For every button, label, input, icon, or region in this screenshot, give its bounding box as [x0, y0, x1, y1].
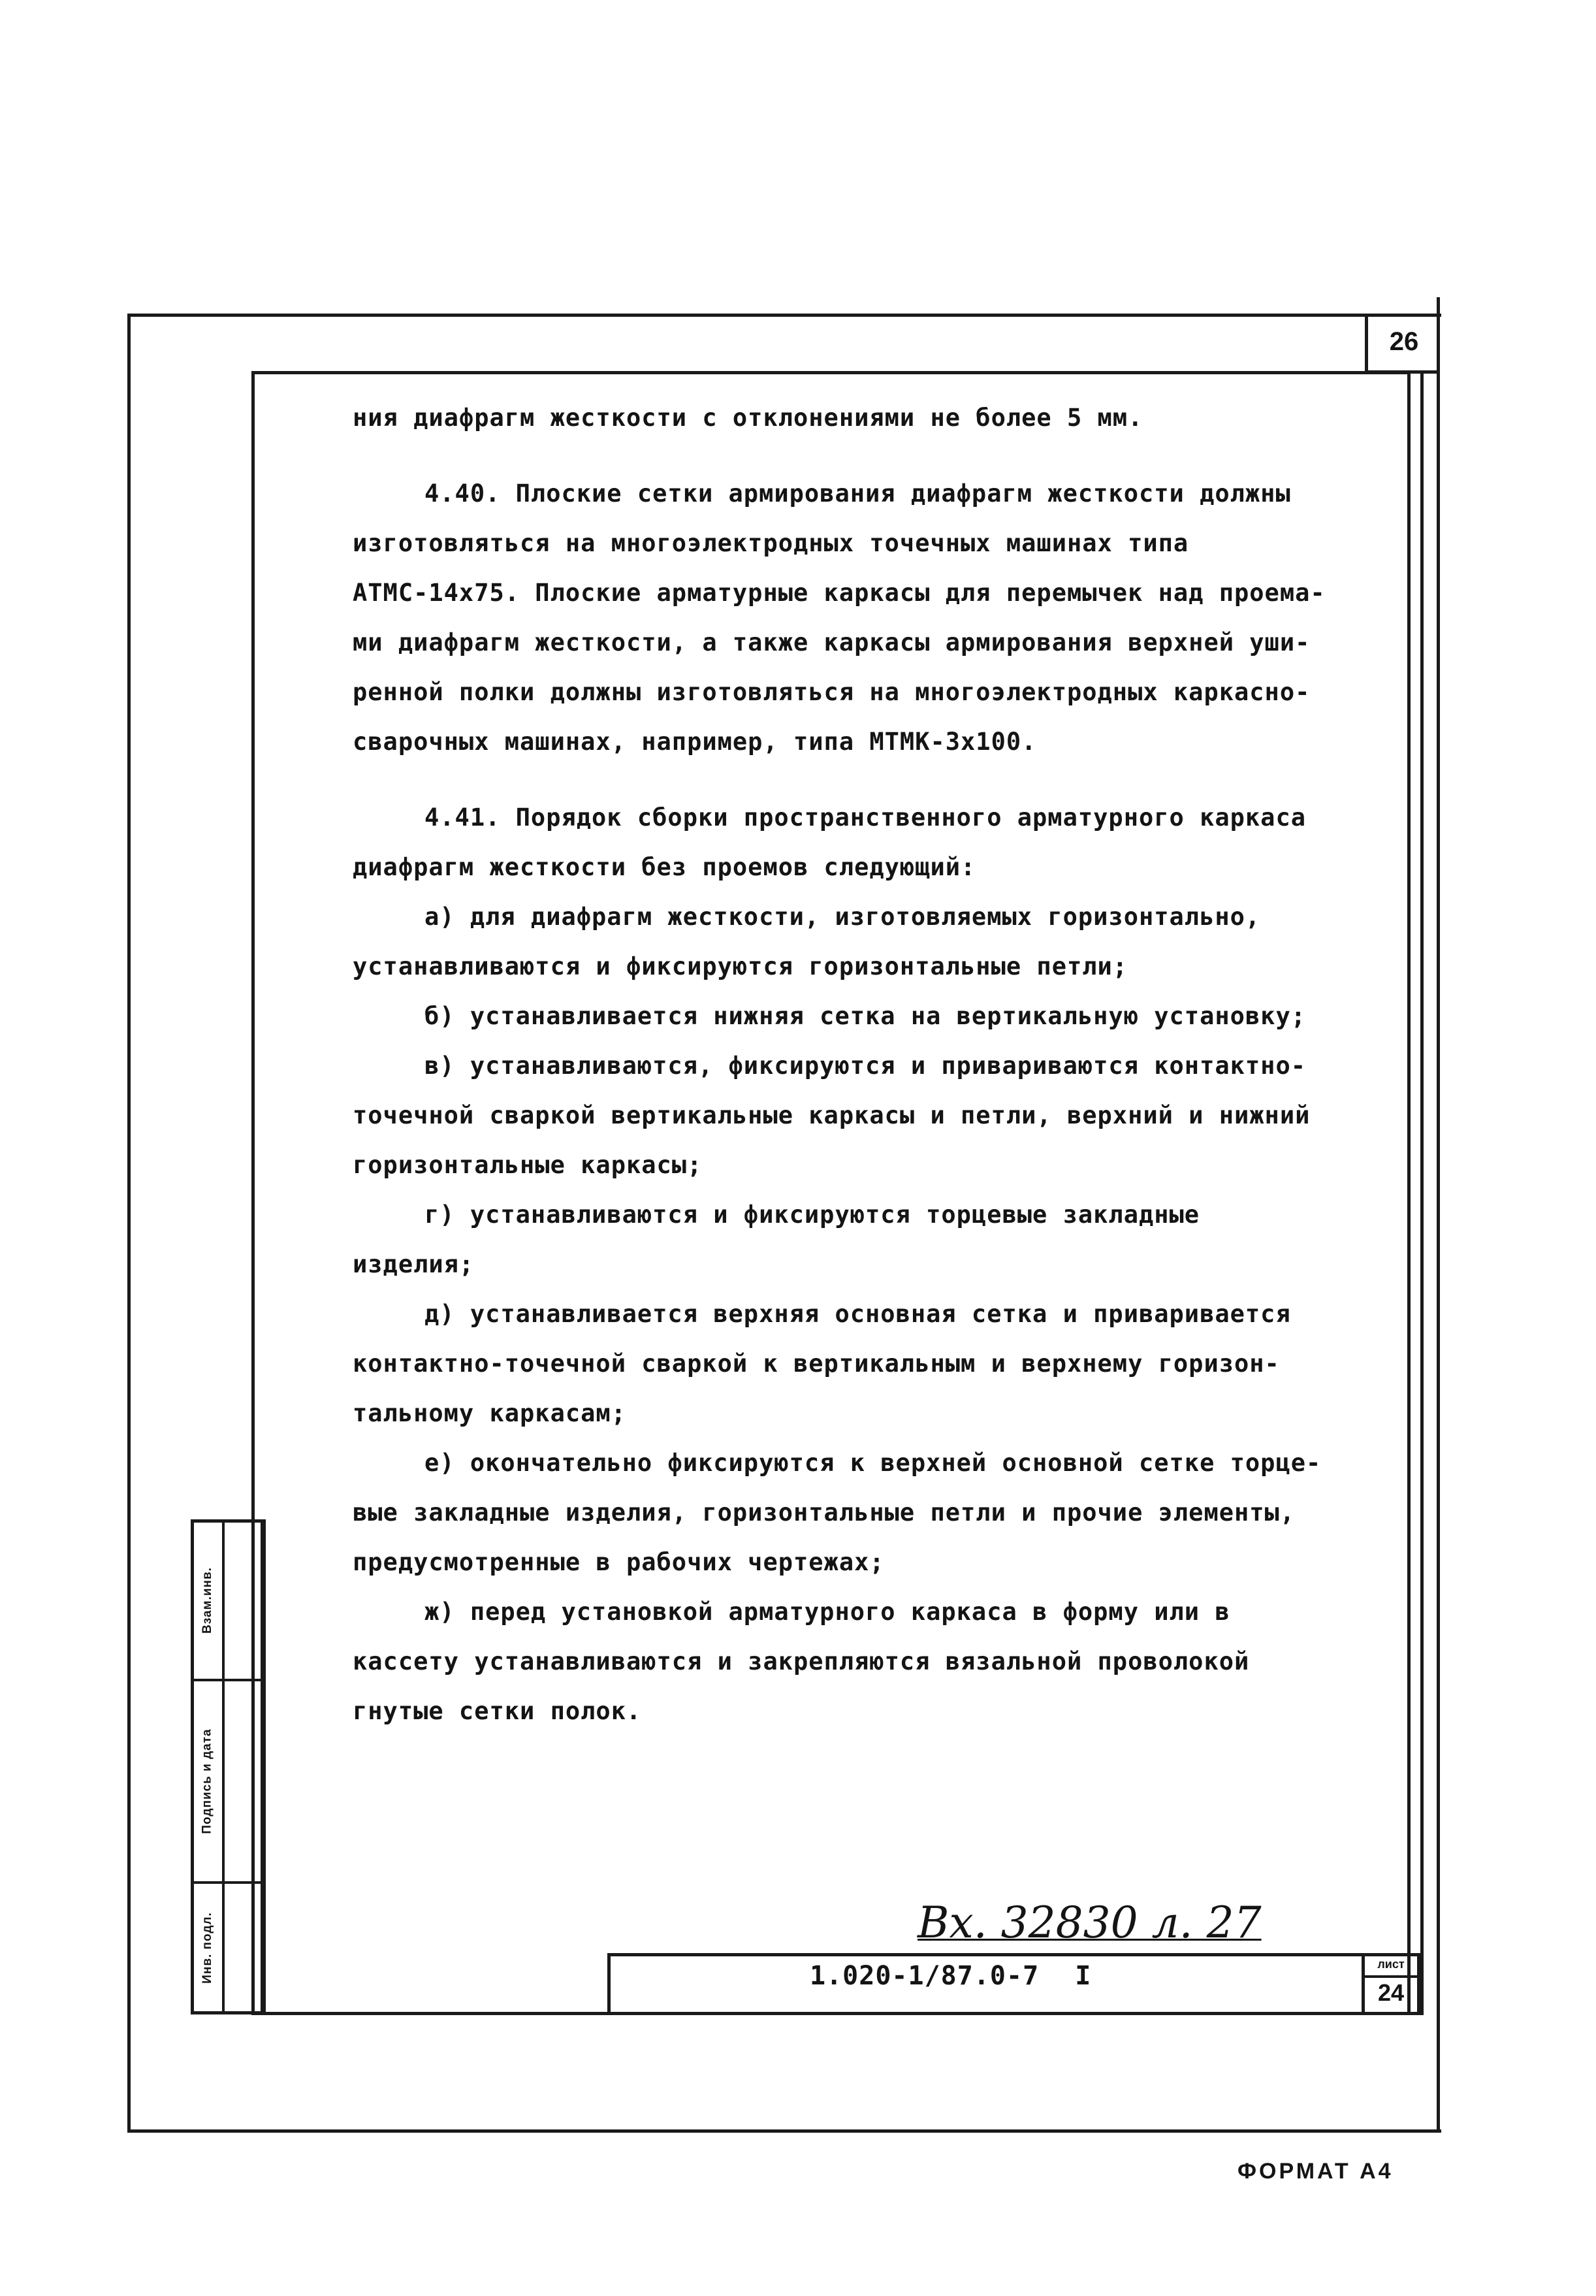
text-line: изделия;	[353, 1250, 475, 1278]
text-line: АТМС-14х75. Плоские арматурные каркасы для перемычек над проема-	[353, 579, 1326, 607]
text-line: ренной полки должны изготовляться на многоэлектродных каркасно-	[353, 678, 1311, 706]
text-line: диафрагм жесткости без проемов следующий:	[353, 853, 976, 881]
paragraph-4-41-start: 4.41. Порядок сборки пространственного арматурного каркаса	[424, 803, 1307, 832]
text-line: изготовляться на многоэлектродных точечных машинах типа	[353, 529, 1189, 557]
list-label: лист	[1362, 1953, 1420, 1978]
list-item-d: д) устанавливается верхняя основная сетка и приваривается	[424, 1300, 1291, 1328]
list-item-zh: ж) перед установкой арматурного каркаса в форму или в	[424, 1598, 1230, 1626]
side-stamp-cell-replacement: Взам.инв.	[200, 1567, 214, 1634]
list-item-e: е) окончательно фиксируются к верхней основной сетке торце-	[424, 1449, 1322, 1477]
text-line: кассету устанавливаются и закрепляются вязальной проволокой	[353, 1647, 1250, 1675]
text-line: гнутые сетки полок.	[353, 1697, 642, 1725]
paragraph-4-40-start: 4.40. Плоские сетки армирования диафрагм жесткости должны	[424, 479, 1291, 508]
side-stamp-divider	[222, 1519, 225, 2014]
list-number: 24	[1377, 1979, 1405, 2006]
text-line: контактно-точечной сваркой к вертикальным и верхнему горизон-	[353, 1350, 1280, 1378]
text-line: ми диафрагм жесткости, а также каркасы армирования верхней уши-	[353, 628, 1311, 656]
document-body	[353, 393, 1397, 1736]
document-code-text: 1.020-1/87.0-7	[810, 1961, 1040, 1991]
text-line: вые закладные изделия, горизонтальные петли и прочие элементы,	[353, 1498, 1296, 1527]
list-item-b: б) устанавливается нижняя сетка на вертикальную установку;	[424, 1002, 1307, 1030]
handwritten-incoming-note: Вх. 32830 л. 27	[918, 1898, 1262, 1948]
text-line: тальному каркасам;	[353, 1399, 626, 1427]
format-label: ФОРМАТ А4	[1237, 2159, 1394, 2184]
sheet-number: 26	[1365, 314, 1440, 374]
side-stamp-cell-inventory: Инв. подл.	[200, 1912, 214, 1984]
text-line: предусмотренные в рабочих чертежах;	[353, 1548, 885, 1576]
document-code-suffix: I	[1075, 1961, 1092, 1991]
side-stamp-cell-signature: Подпись и дата	[200, 1728, 214, 1834]
inner-frame-right-edge	[1420, 371, 1424, 2015]
text-line: сварочных машинах, например, типа МТМК-3х100.	[353, 728, 1037, 756]
outer-frame-right-edge	[1437, 297, 1440, 2133]
text-line: устанавливаются и фиксируются горизонтальные петли;	[353, 952, 1128, 980]
list-item-v: в) устанавливаются, фиксируются и привариваются контактно-	[424, 1052, 1307, 1080]
list-item-g: г) устанавливаются и фиксируются торцевые закладные	[424, 1201, 1200, 1229]
text-line: горизонтальные каркасы;	[353, 1151, 703, 1179]
document-code	[810, 1961, 1091, 1991]
text-line: точечной сваркой вертикальные каркасы и петли, верхний и нижний	[353, 1101, 1311, 1129]
text-line: ния диафрагм жесткости с отклонениями не более 5 мм.	[353, 404, 1143, 432]
list-item-a: а) для диафрагм жесткости, изготовляемых горизонтально,	[424, 903, 1261, 931]
